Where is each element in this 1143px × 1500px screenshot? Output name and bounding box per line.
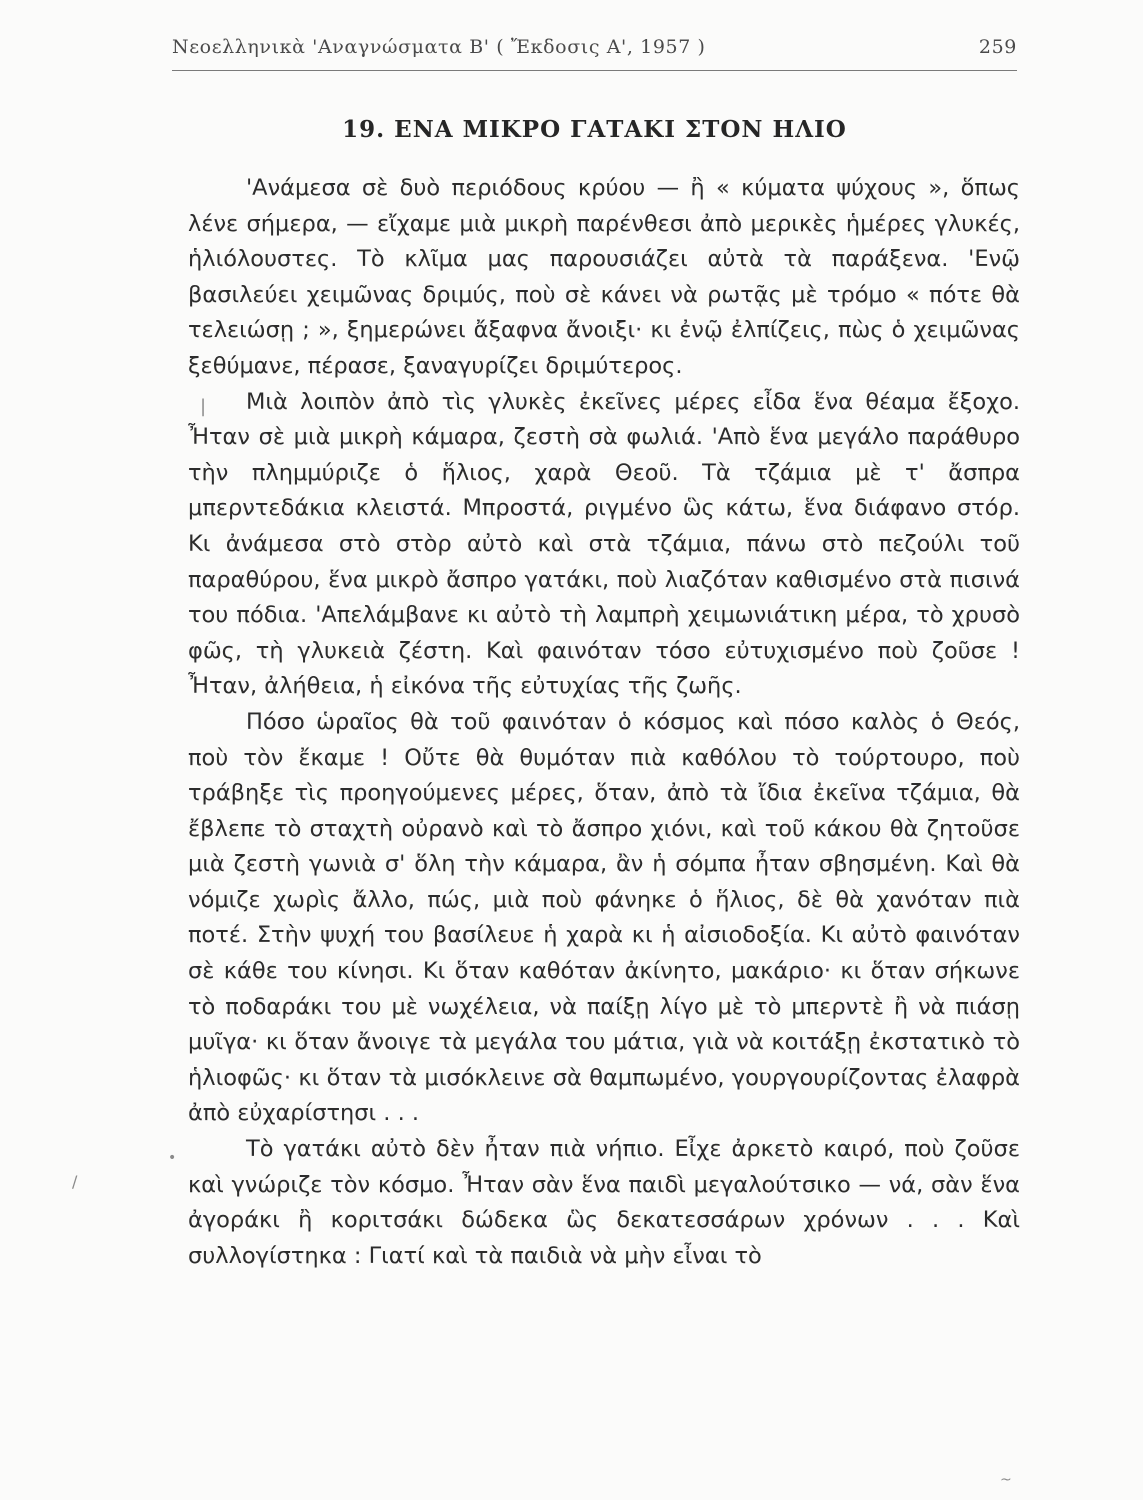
running-head <box>172 36 1017 64</box>
book-title: Νεοελληνικὰ 'Αναγνώσματα Β' ( Ἔκδοσις Α', 1957 ) <box>172 36 706 58</box>
header-rule <box>172 70 1017 71</box>
scan-speck: | <box>200 396 207 417</box>
paragraph-2: Μιὰ λοιπὸν ἀπὸ τὶς γλυκὲς ἐκεῖνες μέρες εἶδα ἕνα θέαμα ἔξοχο. Ἦταν σὲ μιὰ μικρὴ κάμαρα, ζεστὴ σὰ φωλιά. 'Απὸ ἕνα μεγάλο παράθυρο τὴν πλημμύριζε ὁ ἥλιος, χαρὰ Θεοῦ. Τὰ τζάμια μὲ τ' ἄσπρα μπερντεδάκια κλειστά. Μπροστά, ριγμένο ὣς κάτω, ἕνα διάφανο στόρ. Κι ἀνάμεσα στὸ στὸρ αὐτὸ καὶ στὰ τζάμια, πάνω στὸ πεζούλι τοῦ παραθύρου, ἕνα μικρὸ ἄσπρο γατάκι, ποὺ λιαζόταν καθισμένο στὰ πισινά του πόδια. 'Απελάμβανε κι αὐτὸ τὴ λαμπρὴ χειμωνιάτικη μέρα, τὸ χρυσὸ φῶς, τὴ γλυκειὰ ζέστη. Καὶ φαινόταν τόσο εὐτυχισμένο ποὺ ζοῦσε ! Ἦταν, ἀλήθεια, ἡ εἰκόνα τῆς εὐτυχίας τῆς ζωῆς. <box>188 388 1020 700</box>
page-number: 259 <box>978 36 1017 58</box>
scan-speck: / <box>72 1172 78 1191</box>
paragraph-4: Τὸ γατάκι αὐτὸ δὲν ἦταν πιὰ νήπιο. Εἶχε ἀρκετὸ καιρό, ποὺ ζοῦσε καὶ γνώριζε τὸν κόσμο. Ἦταν σὰν ἕνα παιδὶ μεγαλούτσικο — νά, σὰν ἕνα ἀγοράκι ἢ κοριτσάκι δώδεκα ὣς δεκατεσσάρων χρόνων . . . Καὶ συλλογίστηκα : Γιατί καὶ τὰ παιδιὰ νὰ μὴν εἶναι τὸ <box>188 1136 1020 1269</box>
paragraph-1: 'Ανάμεσα σὲ δυὸ περιόδους κρύου — ἢ « κύματα ψύχους », ὅπως λένε σήμερα, — εἴχαμε μιὰ μικρὴ παρένθεσι ἀπὸ μερικὲς ἡμέρες γλυκές, ἡλιόλουστες. Τὸ κλῖμα μας παρουσιάζει αὐτὰ τὰ παράξενα. 'Ενῷ βασιλεύει χειμῶνας δριμύς, ποὺ σὲ κάνει νὰ ρωτᾷς μὲ τρόμο « πότε θὰ τελειώσῃ ; », ξημερώνει ἄξαφνα ἄνοιξι· κι ἐνῷ ἐλπίζεις, πὼς ὁ χειμῶνας ξεθύμανε, πέρασε, ξαναγυρίζει δριμύτερος. <box>188 175 1020 379</box>
chapter-title: 19. ΕΝΑ ΜΙΚΡΟ ΓΑΤΑΚΙ ΣΤΟΝ ΗΛΙΟ <box>342 116 847 143</box>
scan-speck: • <box>168 1150 177 1166</box>
paragraph-3: Πόσο ὡραῖος θὰ τοῦ φαινόταν ὁ κόσμος καὶ πόσο καλὸς ὁ Θεός, ποὺ τὸν ἔκαμε ! Οὔτε θὰ θυμόταν πιὰ καθόλου τὸ τούρτουρο, ποὺ τράβηξε τὶς προηγούμενες μέρες, ὅταν, ἀπὸ τὰ ἴδια ἐκεῖνα τζάμια, θὰ ἔβλεπε τὸ σταχτὴ οὐρανὸ καὶ τὸ ἄσπρο χιόνι, καὶ τοῦ κάκου θὰ ζητοῦσε μιὰ ζεστὴ γωνιὰ σ' ὅλη τὴν κάμαρα, ἂν ἡ σόμπα ἦταν σβησμένη. Καὶ θὰ νόμιζε χωρὶς ἄλλο, πώς, μιὰ ποὺ φάνηκε ὁ ἥλιος, δὲ θὰ χανόταν πιὰ ποτέ. Στὴν ψυχή του βασίλευε ἡ χαρὰ κι ἡ αἰσιοδοξία. Κι αὐτὸ φαινόταν σὲ κάθε του κίνησι. Κι ὅταν καθόταν ἀκίνητο, μακάριο· κι ὅταν σήκωνε τὸ ποδαράκι του μὲ νωχέλεια, νὰ παίξῃ λίγο μὲ τὸ μπερντὲ ἢ νὰ πιάσῃ μυῖγα· κι ὅταν ἄνοιγε τὰ μεγάλα του μάτια, γιὰ νὰ κοιτάξῃ ἐκστατικὸ τὸ ἡλιοφῶς· κι ὅταν τὰ μισόκλεινε σὰ θαμπωμένο, γουργουρίζοντας ἐλαφρὰ ἀπὸ εὐχαρίστησι . . . <box>188 708 1020 1127</box>
scan-speck: ~ <box>1000 1472 1012 1488</box>
body-text <box>188 171 1020 1274</box>
